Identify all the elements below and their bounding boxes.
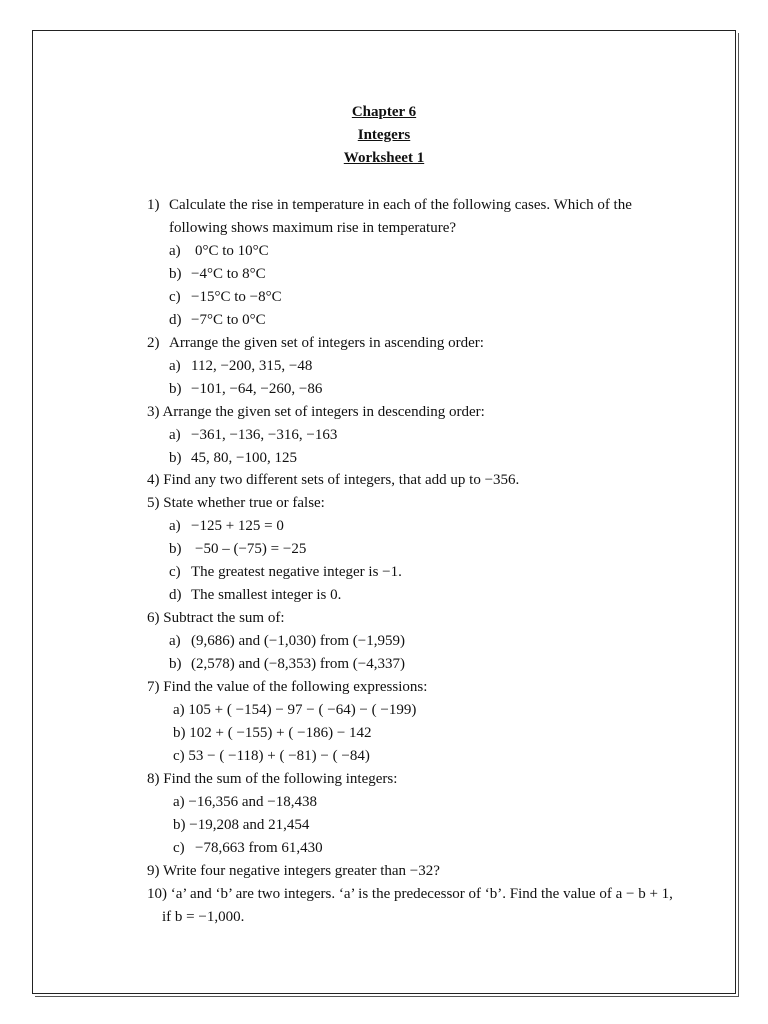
question-1-option-b: b) −4°C to 8°C [169, 266, 266, 282]
question-2-option-a: a) 112, −200, 315, −48 [169, 358, 313, 374]
page-border [32, 30, 736, 994]
question-8: 8) Find the sum of the following integers: [147, 771, 398, 787]
question-7: 7) Find the value of the following expressions: [147, 679, 428, 695]
question-7-option-a: a) 105 + ( −154) − 97 − ( −64) − ( −199) [173, 702, 417, 718]
question-1-text-line1: Calculate the rise in temperature in each of the following cases. Which of the [169, 197, 632, 213]
question-1 [147, 196, 632, 214]
question-5-option-a: a) −125 + 125 = 0 [169, 518, 284, 534]
question-9: 9) Write four negative integers greater than −32? [147, 863, 440, 879]
question-8-option-a: a) −16,356 and −18,438 [173, 794, 317, 810]
question-1-option-c: c) −15°C to −8°C [169, 289, 282, 305]
question-7-option-b: b) 102 + ( −155) + ( −186) − 142 [173, 725, 372, 741]
question-2: 2) Arrange the given set of integers in ascending order: [147, 335, 484, 351]
question-5-option-d: d) The smallest integer is 0. [169, 587, 342, 603]
question-7-option-c: c) 53 − ( −118) + ( −81) − ( −84) [173, 748, 370, 764]
question-1-number: 1) [147, 197, 160, 213]
topic-title: Integers [357, 127, 411, 143]
question-6-option-a: a) (9,686) and (−1,030) from (−1,959) [169, 633, 405, 649]
question-1-option-d: d) −7°C to 0°C [169, 312, 266, 328]
question-3-option-b: b) 45, 80, −100, 125 [169, 450, 297, 466]
chapter-title: Chapter 6 [351, 104, 417, 120]
question-6-option-b: b) (2,578) and (−8,353) from (−4,337) [169, 656, 405, 672]
question-10: 10) ‘a’ and ‘b’ are two integers. ‘a’ is the predecessor of ‘b’. Find the value of a − b + 1, [147, 886, 673, 902]
question-8-option-c: c) −78,663 from 61,430 [173, 840, 323, 856]
question-5: 5) State whether true or false: [147, 495, 325, 511]
question-8-option-b: b) −19,208 and 21,454 [173, 817, 310, 833]
question-1-option-a: a) 0°C to 10°C [169, 243, 269, 259]
question-1-text-line2: following shows maximum rise in temperature? [169, 220, 457, 236]
question-5-option-c: c) The greatest negative integer is −1. [169, 564, 402, 580]
question-3: 3) Arrange the given set of integers in descending order: [147, 404, 485, 420]
worksheet-title: Worksheet 1 [343, 150, 425, 166]
question-5-option-b: b) −50 – (−75) = −25 [169, 541, 307, 557]
question-10-text-line2: if b = −1,000. [162, 909, 245, 925]
question-3-option-a: a) −361, −136, −316, −163 [169, 427, 338, 443]
question-4: 4) Find any two different sets of integers, that add up to −356. [147, 472, 520, 488]
question-6: 6) Subtract the sum of: [147, 610, 285, 626]
question-2-option-b: b) −101, −64, −260, −86 [169, 381, 323, 397]
